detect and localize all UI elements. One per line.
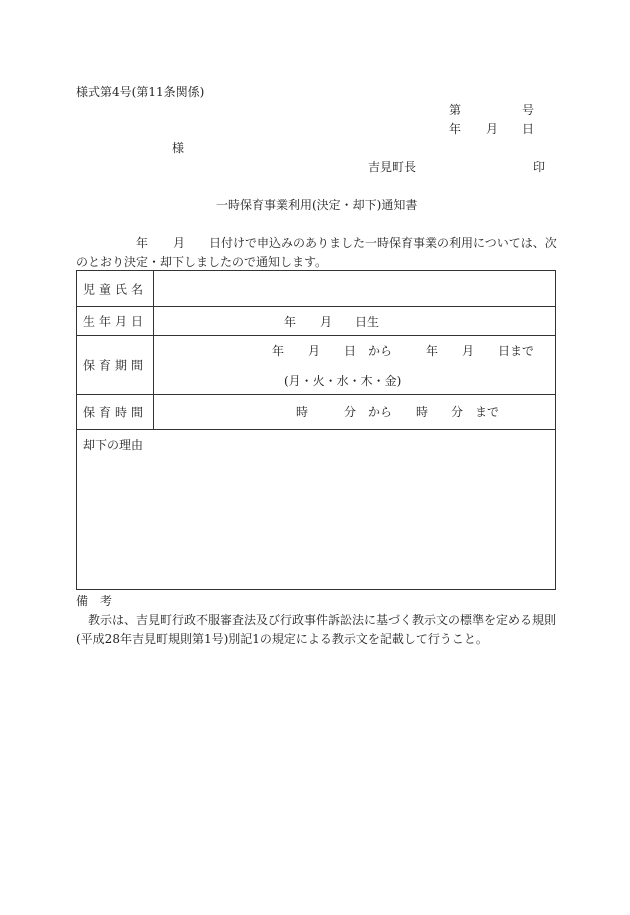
birth-date-label-cell bbox=[77, 307, 154, 335]
birth-year-label: 年 bbox=[284, 315, 297, 329]
time-from: から bbox=[368, 405, 393, 419]
time-end-hour: 時 bbox=[416, 405, 429, 419]
care-time-label-cell bbox=[77, 395, 154, 429]
intro-line1: 日付けで申込みのありました一時保育事業の利用については、次 bbox=[209, 236, 557, 250]
birth-date-label: 生年月日 bbox=[83, 314, 148, 329]
period-end-day: 日まで bbox=[498, 344, 535, 358]
issuer-name: 吉見町長 bbox=[368, 160, 417, 174]
rejection-reason-area[interactable] bbox=[77, 430, 555, 589]
care-period-label: 保育期間 bbox=[83, 358, 148, 373]
birth-date-row bbox=[77, 307, 555, 336]
date-year-label: 年 bbox=[449, 122, 462, 136]
doc-number-label: 第 bbox=[449, 103, 462, 117]
care-time-label: 保育時間 bbox=[83, 405, 148, 420]
birth-date-field[interactable] bbox=[154, 307, 555, 335]
intro-month: 月 bbox=[173, 236, 186, 250]
form-table bbox=[76, 270, 556, 590]
period-end-month: 月 bbox=[462, 344, 475, 358]
period-start-year: 年 bbox=[272, 344, 285, 358]
time-end-minute: 分 bbox=[451, 405, 464, 419]
period-start-day: 日 bbox=[344, 344, 357, 358]
date-month-label: 月 bbox=[486, 122, 499, 136]
recipient-honorific: 様 bbox=[172, 141, 185, 155]
child-name-row bbox=[77, 271, 555, 307]
document-title: 一時保育事業利用(決定・却下)通知書 bbox=[216, 198, 418, 212]
seal-mark: 印 bbox=[533, 160, 546, 174]
child-name-label: 児童氏名 bbox=[83, 282, 148, 296]
period-end-year: 年 bbox=[426, 344, 439, 358]
intro-year: 年 bbox=[136, 236, 149, 250]
notes-line1: 教示は、吉見町行政不服審査法及び行政事件訴訟法に基づく教示文の標準を定める規則 bbox=[88, 613, 557, 627]
form-number: 様式第4号(第11条関係) bbox=[76, 85, 205, 99]
time-start-hour: 時 bbox=[296, 405, 309, 419]
period-start-month: 月 bbox=[308, 344, 321, 358]
care-period-row bbox=[77, 336, 555, 395]
doc-number-suffix: 号 bbox=[522, 103, 535, 117]
notes-line2: (平成28年吉見町規則第1号)別記1の規定による教示文を記載して行うこと。 bbox=[76, 632, 488, 646]
care-period-field[interactable] bbox=[154, 336, 555, 394]
birth-day-label: 日生 bbox=[355, 315, 380, 329]
birth-month-label: 月 bbox=[320, 315, 333, 329]
date-day-label: 日 bbox=[522, 122, 535, 136]
time-start-minute: 分 bbox=[344, 405, 357, 419]
notes-heading: 備 考 bbox=[76, 594, 113, 608]
weekdays: (月・火・水・木・金) bbox=[284, 374, 402, 388]
period-from: から bbox=[368, 344, 393, 358]
rejection-reason-label: 却下の理由 bbox=[83, 438, 144, 452]
time-until: まで bbox=[475, 405, 500, 419]
care-period-label-cell bbox=[77, 336, 154, 394]
child-name-field[interactable] bbox=[154, 271, 555, 306]
child-name-label-cell bbox=[77, 271, 154, 306]
care-time-field[interactable] bbox=[154, 395, 555, 429]
intro-line2: のとおり決定・却下しましたので通知します。 bbox=[76, 255, 328, 269]
care-time-row bbox=[77, 395, 555, 430]
